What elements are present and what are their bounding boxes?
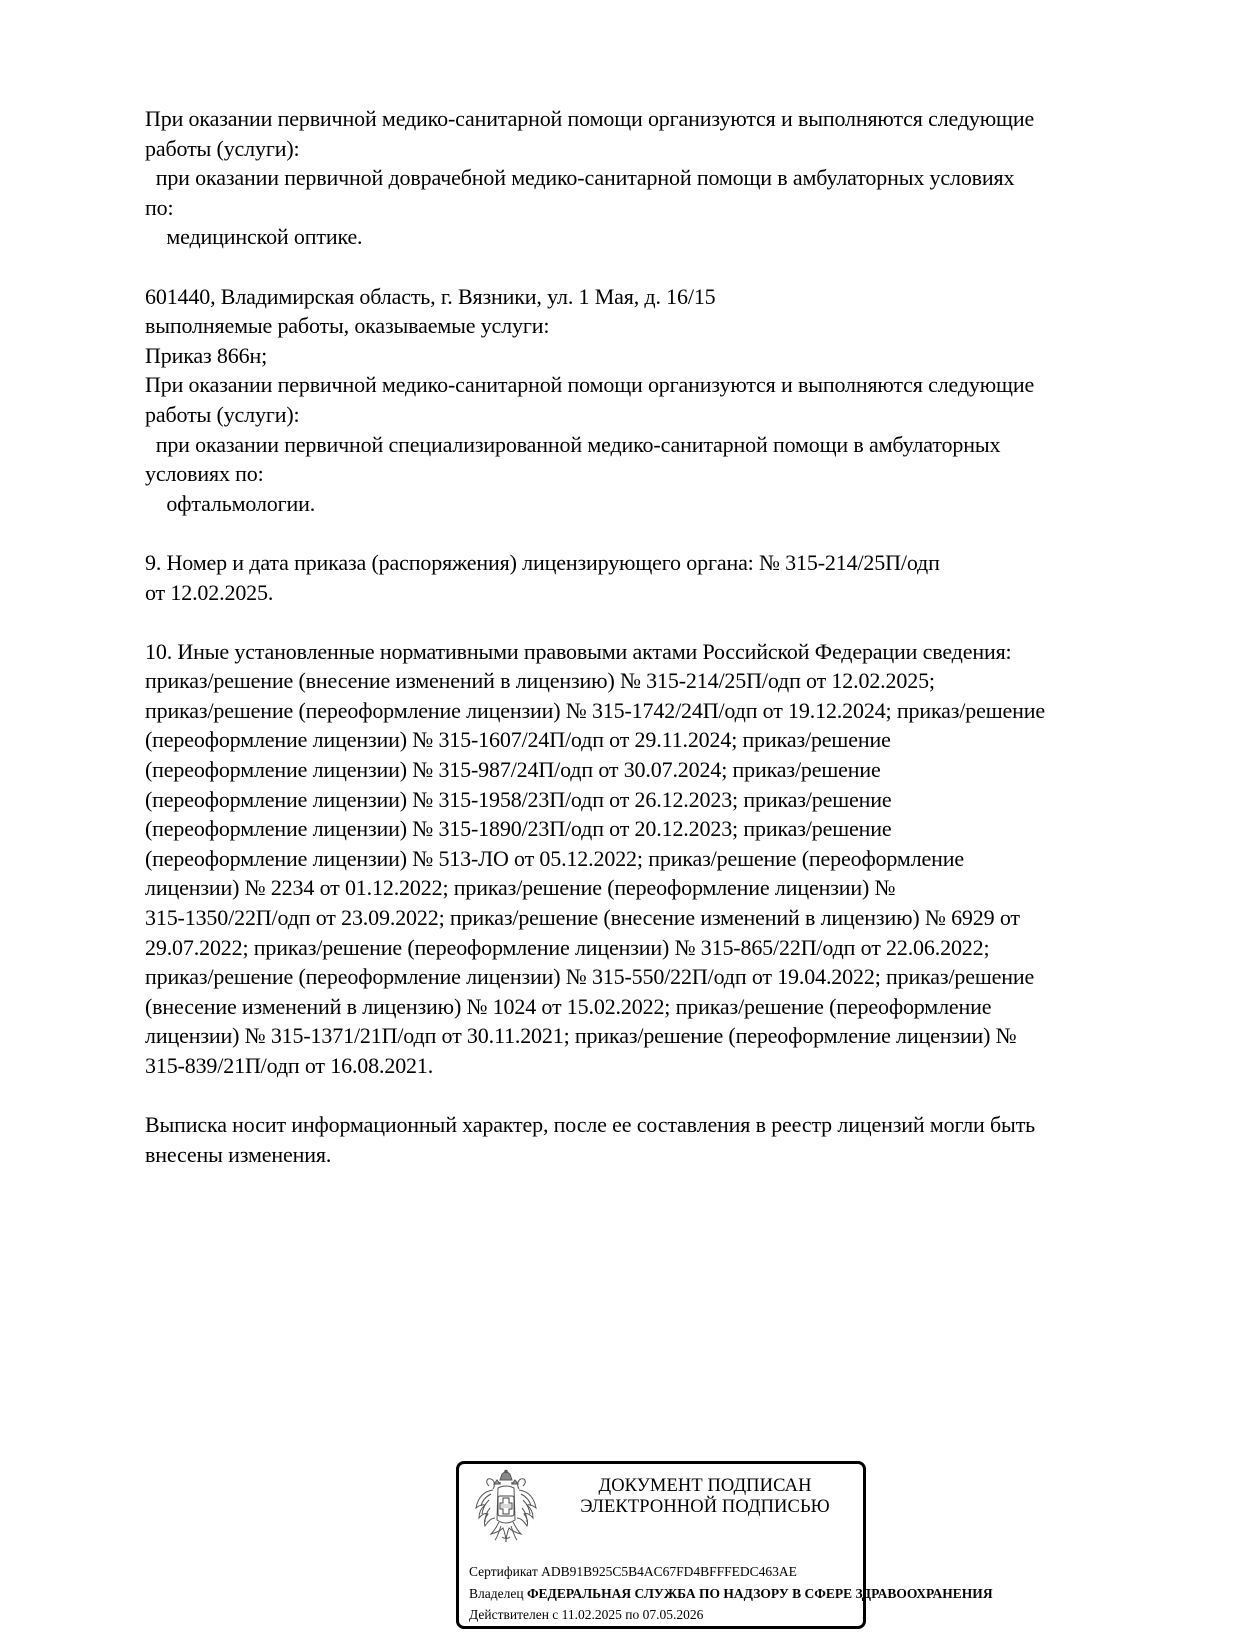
text-line: от 12.02.2025. <box>145 579 274 605</box>
text-line: (переоформление лицензии) № 513-ЛО от 05.12.2022; приказ/решение (переоформление <box>145 845 964 871</box>
text-line: (внесение изменений в лицензию) № 1024 от 15.02.2022; приказ/решение (переоформление <box>145 993 992 1019</box>
document-paragraph <box>145 104 1185 252</box>
stamp-title <box>555 1476 855 1518</box>
text-line: При оказании первичной медико-санитарной помощи организуются и выполняются следующие <box>145 372 1035 398</box>
certificate-label: Сертификат <box>469 1564 538 1579</box>
text-line: лицензии) № 315-1371/21П/одп от 30.11.2021; приказ/решение (переоформление лицензии) № <box>145 1023 1017 1049</box>
text-line: 10. Иные установленные нормативными правовыми актами Российской Федерации сведения: <box>145 638 1012 664</box>
paragraph-spacer <box>145 252 1185 282</box>
certificate-value: ADB91B925C5B4AC67FD4BFFFEDC463AE <box>541 1564 797 1579</box>
text-line: (переоформление лицензии) № 315-987/24П/одп от 30.07.2024; приказ/решение <box>145 757 881 783</box>
text-line: 315-839/21П/одп от 16.08.2021. <box>145 1053 434 1078</box>
paragraph-spacer <box>145 607 1185 637</box>
text-line: приказ/решение (внесение изменений в лицензию) № 315-214/25П/одп от 12.02.2025; <box>145 668 935 694</box>
text-line: 315-1350/22П/одп от 23.09.2022; приказ/решение (внесение изменений в лицензию) № 6929 от <box>145 905 1020 931</box>
text-line: внесены изменения. <box>145 1141 332 1167</box>
text-line: (переоформление лицензии) № 315-1607/24П/одп от 29.11.2024; приказ/решение <box>145 727 891 753</box>
stamp-title-line2: ЭЛЕКТРОННОЙ ПОДПИСЬЮ <box>580 1497 830 1517</box>
text-line: работы (услуги): <box>145 135 300 161</box>
text-line: (переоформление лицензии) № 315-1958/23П/одп от 26.12.2023; приказ/решение <box>145 786 892 812</box>
document-paragraph <box>145 548 1185 607</box>
document-paragraph <box>145 1110 1185 1169</box>
text-line: по: <box>145 194 174 220</box>
paragraph-spacer <box>145 518 1185 548</box>
certificate-row <box>469 1564 861 1580</box>
owner-label: Владелец <box>469 1586 524 1601</box>
text-line: лицензии) № 2234 от 01.12.2022; приказ/решение (переоформление лицензии) № <box>145 875 896 901</box>
text-line: (переоформление лицензии) № 315-1890/23П/одп от 20.12.2023; приказ/решение <box>145 816 892 842</box>
text-line: при оказании первичной специализированной медико-санитарной помощи в амбулаторных <box>145 431 1001 457</box>
text-line: 29.07.2022; приказ/решение (переоформление лицензии) № 315-865/22П/одп от 22.06.2022; <box>145 934 990 960</box>
paragraph-spacer <box>145 1081 1185 1111</box>
document-paragraph <box>145 282 1185 519</box>
text-line: условиях по: <box>145 461 264 487</box>
text-line: 601440, Владимирская область, г. Вязники, ул. 1 Мая, д. 16/15 <box>145 283 716 309</box>
owner-row <box>469 1586 993 1602</box>
text-line: выполняемые работы, оказываемые услуги: <box>145 313 550 339</box>
text-line: Выписка носит информационный характер, после ее составления в реестр лицензий могли быть <box>145 1112 1036 1138</box>
text-line: при оказании первичной доврачебной медико-санитарной помощи в амбулаторных условиях <box>145 165 1015 191</box>
text-line: Приказ 866н; <box>145 342 268 368</box>
validity-row: Действителен с 11.02.2025 по 07.05.2026 <box>469 1607 704 1622</box>
electronic-signature-stamp <box>456 1461 993 1629</box>
text-line: приказ/решение (переоформление лицензии) № 315-550/22П/одп от 19.04.2022; приказ/решение <box>145 964 1035 990</box>
document-body <box>145 104 1185 1169</box>
owner-value: ФЕДЕРАЛЬНАЯ СЛУЖБА ПО НАДЗОРУ В СФЕРЕ ЗДРАВООХРАНЕНИЯ <box>526 1586 993 1601</box>
text-line: работы (услуги): <box>145 401 300 427</box>
stamp-title-line1: ДОКУМЕНТ ПОДПИСАН <box>598 1476 812 1496</box>
text-line: медицинской оптике. <box>145 224 363 250</box>
russian-coat-of-arms-icon <box>473 1470 539 1546</box>
text-line: офтальмологии. <box>145 490 316 516</box>
text-line: 9. Номер и дата приказа (распоряжения) лицензирующего органа: № 315-214/25П/одп <box>145 549 940 575</box>
document-paragraph <box>145 637 1185 1081</box>
text-line: приказ/решение (переоформление лицензии) № 315-1742/24П/одп от 19.12.2024; приказ/решение <box>145 697 1046 723</box>
text-line: При оказании первичной медико-санитарной помощи организуются и выполняются следующие <box>145 106 1035 131</box>
